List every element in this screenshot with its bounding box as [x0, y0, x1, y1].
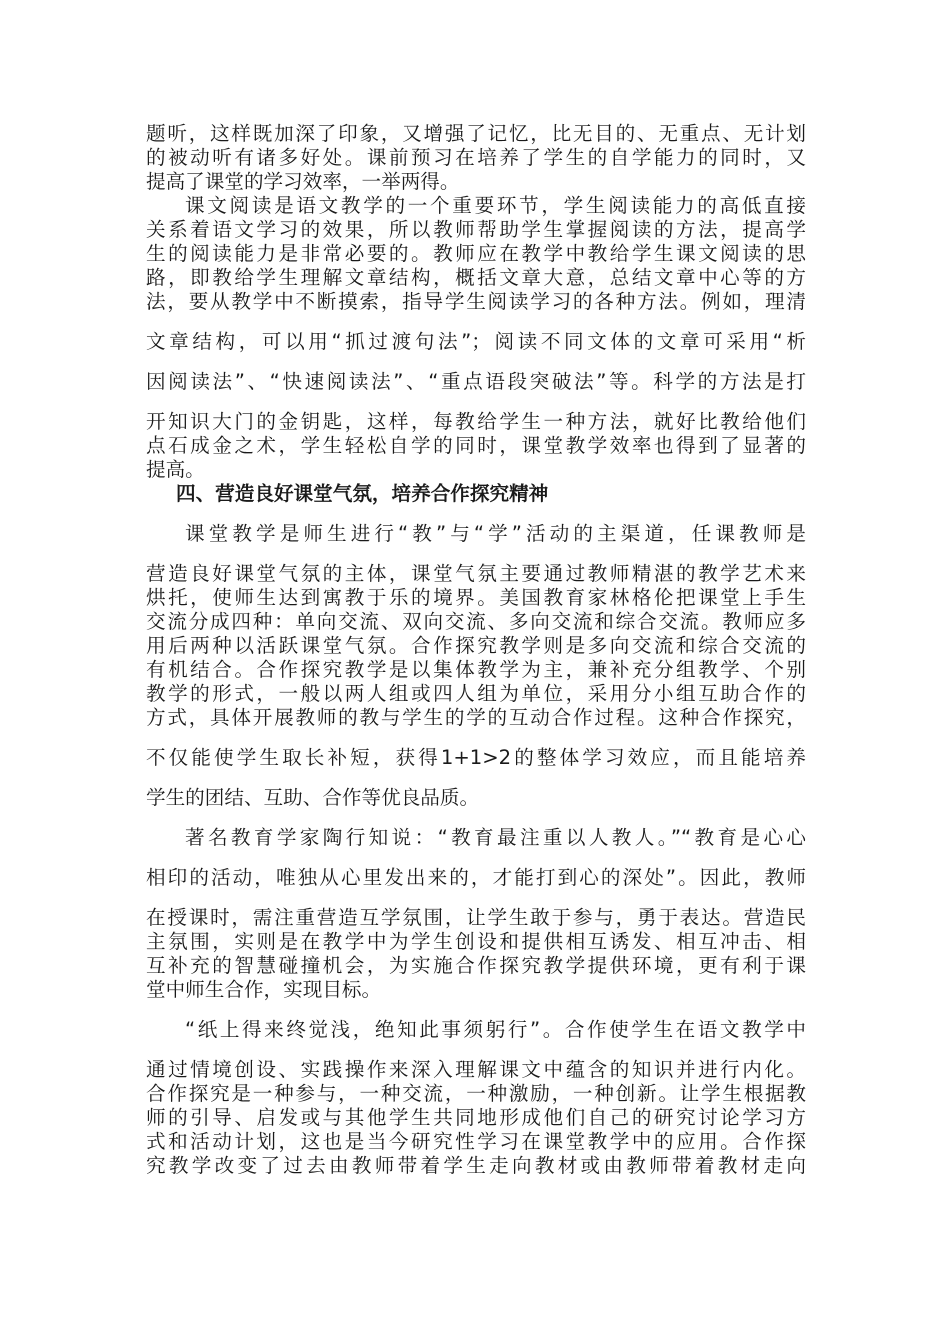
text-line: 方式，具体开展教师的教与学生的学的互动合作过程。这种合作探究， [146, 706, 806, 729]
text-line: 课堂教学是师生进行“教”与“学”活动的主渠道，任课教师是 [185, 522, 806, 545]
text-line: 提高。 [146, 458, 205, 481]
text-line: 有机结合。合作探究教学是以集体教学为主，兼补充分组教学、个别 [146, 658, 806, 681]
text-line: 著名教育学家陶行知说：“教育最注重以人教人。”“教育是心心 [185, 826, 806, 849]
text-line: 文章结构，可以用“抓过渡句法”；阅读不同文体的文章可采用“析 [146, 330, 806, 353]
text-line: 合作探究是一种参与，一种交流，一种激励，一种创新。让学生根据教 [146, 1082, 806, 1105]
text-line: 烘托，使师生达到寓教于乐的境界。美国教育家林格伦把课堂上手生 [146, 586, 806, 609]
document-page [146, 122, 806, 1178]
text-line: 开知识大门的金钥匙，这样，每教给学生一种方法，就好比教给他们 [146, 410, 806, 433]
text-line: 教学的形式，一般以两人组或四人组为单位，采用分小组互助合作的 [146, 682, 806, 705]
text-line: 不仅能使学生取长补短，获得1+1>2的整体学习效应，而且能培养 [146, 746, 806, 769]
text-line: 因阅读法”、“快速阅读法”、“重点语段突破法”等。科学的方法是打 [146, 370, 806, 393]
text-line: 在授课时，需注重营造互学氛围，让学生敢于参与，勇于表达。营造民 [146, 906, 806, 929]
text-line: 师的引导、启发或与其他学生共同地形成他们自己的研究讨论学习方 [146, 1106, 806, 1129]
text-line: 提高了课堂的学习效率，一举两得。 [146, 170, 460, 193]
text-line: 关系着语文学习的效果，所以教师帮助学生掌握阅读的方法，提高学 [146, 218, 806, 241]
text-line: 营造良好课堂气氛的主体，课堂气氛主要通过教师精湛的教学艺术来 [146, 562, 806, 585]
text-line: 交流分成四种：单向交流、双向交流、多向交流和综合交流。教师应多 [146, 610, 806, 633]
text-line: 法，要从教学中不断摸索，指导学生阅读学习的各种方法。例如，理清 [146, 290, 806, 313]
text-line: 究教学改变了过去由教师带着学生走向教材或由教师带着教材走向 [146, 1154, 806, 1177]
text-line: 题听，这样既加深了印象，又增强了记忆，比无目的、无重点、无计划 [146, 122, 806, 145]
text-line: 路，即教给学生理解文章结构，概括文章大意，总结文章中心等的方 [146, 266, 806, 289]
text-line: 相印的活动，唯独从心里发出来的，才能打到心的深处”。因此，教师 [146, 866, 806, 889]
text-line: 学生的团结、互助、合作等优良品质。 [146, 786, 480, 809]
text-line: 课文阅读是语文教学的一个重要环节，学生阅读能力的高低直接 [185, 194, 806, 217]
section-heading: 四、营造良好课堂气氛，培养合作探究精神 [176, 482, 549, 505]
text-line: 堂中师生合作，实现目标。 [146, 978, 382, 1001]
text-line: 主氛围，实则是在教学中为学生创设和提供相互诱发、相互冲击、相 [146, 930, 806, 953]
text-line: 互补充的智慧碰撞机会，为实施合作探究教学提供环境，更有利于课 [146, 954, 806, 977]
text-line: 的被动听有诸多好处。课前预习在培养了学生的自学能力的同时，又 [146, 146, 806, 169]
text-line: 生的阅读能力是非常必要的。教师应在教学中教给学生课文阅读的思 [146, 242, 806, 265]
text-line: 点石成金之术，学生轻松自学的同时，课堂教学效率也得到了显著的 [146, 434, 806, 457]
text-line: 式和活动计划，这也是当今研究性学习在课堂教学中的应用。合作探 [146, 1130, 806, 1153]
text-line: 通过情境创设、实践操作来深入理解课文中蕴含的知识并进行内化。 [146, 1058, 806, 1081]
text-line: “纸上得来终觉浅，绝知此事须躬行”。合作使学生在语文教学中 [185, 1018, 806, 1041]
text-line: 用后两种以活跃课堂气氛。合作探究教学则是多向交流和综合交流的 [146, 634, 806, 657]
